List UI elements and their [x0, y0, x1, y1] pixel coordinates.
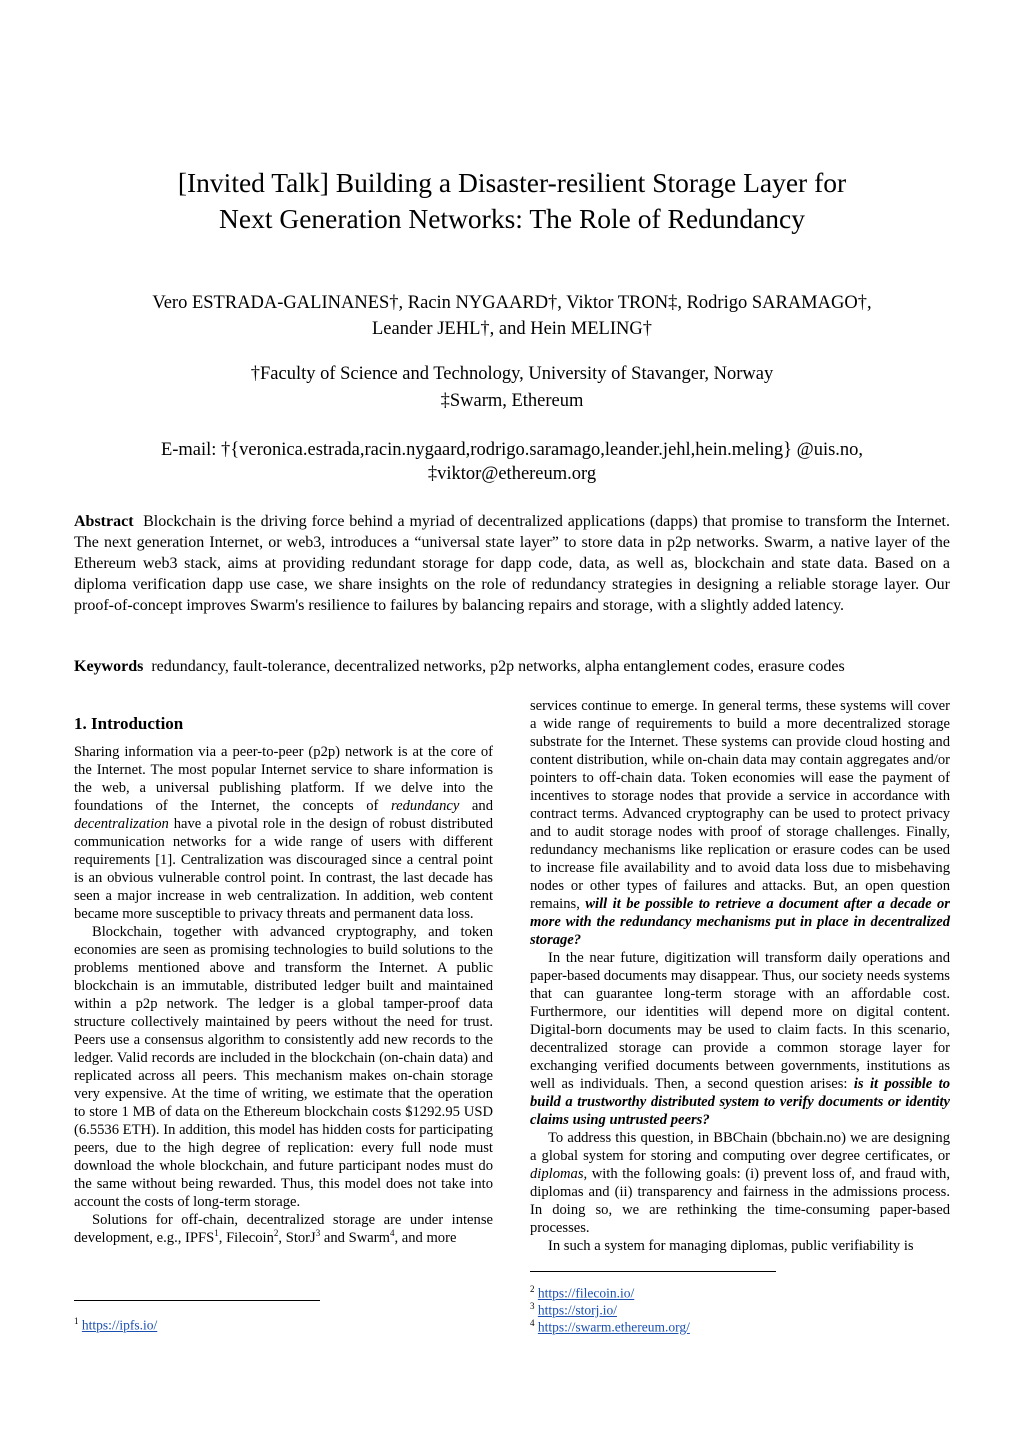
authors-line-2: Leander JEHL†, and Hein MELING†	[372, 319, 652, 339]
footnote-ref-4: 4	[389, 1228, 395, 1239]
authors-line-1: Vero ESTRADA-GALINANES†, Racin NYGAARD†, Viktor TRON‡, Rodrigo SARAMAGO†,	[152, 293, 872, 313]
affiliation-uis: †Faculty of Science and Technology, University of Stavanger, Norway	[250, 364, 774, 384]
paper-title	[60, 165, 964, 237]
author-list	[60, 290, 964, 342]
keywords	[74, 656, 950, 677]
footnote-ref-1: 1	[214, 1228, 219, 1239]
footnote-1: $^1$ https://ipfs.io/	[74, 1316, 158, 1333]
keywords-text: redundancy, fault-tolerance, decentralized networks, p2p networks, alpha entanglement codes, erasure codes	[151, 658, 845, 675]
footnote-link-filecoin[interactable]: https://filecoin.io/	[537, 1285, 635, 1301]
email-line-2: ‡viktor@ethereum.org	[427, 464, 597, 484]
abstract-text: Blockchain is the driving force behind a myriad of decentralized applications (dapps) that promise to transform the Internet. The next generation Internet, or web3, introduces a “universal state layer” to store data in p2p networks. Swarm, a native layer of the Ethereum web3 stack, aims at providing redundant storage for dapp code, data, as well as, blockchain and state data. Based on a diploma verification dapp use case, we share insights on the role of redundancy strategies in designing a reliable storage layer. Our proof-of-concept improves Swarm's resilience to failures by balancing repairs and storage, with a slightly added latency.	[74, 513, 951, 614]
footnote-link-swarm[interactable]: https://swarm.ethereum.org/	[537, 1319, 690, 1335]
section-heading-introduction: 1. Introduction	[74, 714, 184, 733]
right-paragraph-1: services continue to emerge. In general terms, these systems will cover a wide range of requirements to build a more decentralized storage substrate for the Internet. These systems can provide cloud hosting and content distribution, while on-chain data may contain aggregates and/or pointers to off-chain data. Token economies will ease the payment of incentives to storage nodes that provide a service in accordance with contract terms. Advanced cryptography can be used to protect privacy and to audit storage nodes with proof of storage challenges. Finally, redundancy mechanisms like replication or erasure codes can be used to increase file availability and to avoid data loss due to misbehaving nodes or other types of failures and attacks. But, an open question remains, will it be possible to retrieve a document after a decade or more with the redundancy mechanisms put in place in decentralized storage?	[530, 698, 950, 948]
left-column	[74, 743, 493, 1247]
affiliation-swarm: ‡Swarm, Ethereum	[440, 391, 584, 411]
contact-email	[60, 438, 964, 486]
footnote-divider-right	[530, 1271, 776, 1272]
research-question-1: will it be possible to retrieve a document after a decade or more with the redundancy mechanisms put in place in decentralized storage?	[530, 896, 950, 948]
title-line-2: Next Generation Networks: The Role of Redundancy	[219, 203, 805, 234]
abstract-label: Abstract	[74, 513, 134, 530]
footnote-link-storj[interactable]: https://storj.io/	[537, 1302, 618, 1318]
keywords-label: Keywords	[74, 658, 144, 675]
footnote-4: $^4$ https://swarm.ethereum.org/	[530, 1318, 690, 1335]
right-column	[530, 697, 950, 1255]
intro-paragraph-1: Sharing information via a peer-to-peer (p2p) network is at the core of the Internet. The most popular Internet service to share information is the web, a universal publishing platform. If we delve into the foundations of the Internet, the concepts of redundancy and decentralization have a pivotal role in the design of robust distributed communication networks for a wide range of users with different requirements [1]. Centralization was discouraged since a central point is an obvious vulnerable control point. In contrast, the last decade has seen a major increase in web centralization. In addition, web content became more susceptible to privacy threats and permanent data loss.	[74, 744, 493, 922]
footnote-ref-3: 3	[315, 1228, 321, 1239]
footnote-divider-left	[74, 1300, 320, 1301]
footnote-2: $^2$ https://filecoin.io/	[530, 1284, 635, 1301]
intro-paragraph-2: Blockchain, together with advanced cryptography, and token economies are seen as promising technologies to build solutions to the problems mentioned above and transform the Internet. A public blockchain is an immutable, distributed ledger built and maintained within a p2p network. The ledger is a global tamper-proof data structure collectively maintained by peers without the need for trust. Peers use a consensus algorithm to consistently add new records to the ledger. Valid records are included in the blockchain (on-chain data) and replicated across all peers. This mechanism makes on-chain storage very expensive. At the time of writing, we estimate that the operation to store 1 MB of data on the Ethereum blockchain costs $1292.95 USD (6.5536 ETH). In addition, this model has hidden costs for participating peers, due to the high degree of replication: every full node must download the whole blockchain, and future participant nodes must do the same without being rewarded. Thus, this model does not take into account the costs of long-term storage.	[74, 924, 493, 1210]
email-line-1: E-mail: †{veronica.estrada,racin.nygaard,rodrigo.saramago,leander.jehl,hein.meling} @uis.no,	[160, 440, 864, 460]
footnote-link-ipfs[interactable]: https://ipfs.io/	[81, 1317, 158, 1333]
intro-paragraph-3: Solutions for off-chain, decentralized storage are under intense development, e.g., IPFS$^1$, Filecoin$^2$, StorJ$^3$ and Swarm$^4$, and more	[74, 1212, 493, 1246]
right-paragraph-3: To address this question, in BBChain (bbchain.no) we are designing a global system for storing and computing over degree certificates, or diplomas, with the following goals: (i) prevent loss of, and fraud with, diplomas and (ii) transparency and fairness in the admissions process. In doing so, we are rethinking the time-consuming paper-based processes.	[530, 1130, 950, 1236]
research-question-2: is it possible to build a trustworthy distributed system to verify documents or identity claims using untrusted peers?	[530, 1076, 950, 1128]
title-line-1: [Invited Talk] Building a Disaster-resilient Storage Layer for	[177, 167, 847, 198]
right-paragraph-4: In such a system for managing diplomas, public verifiability is	[548, 1238, 914, 1254]
right-paragraph-2: In the near future, digitization will transform daily operations and paper-based documents may disappear. Thus, our society needs systems that can guarantee long-term storage with an affordable cost. Furthermore, our identities will depend more on digital content. Digital-born documents may be used to claim facts. In this scenario, decentralized storage can provide a common storage layer for exchanging verified documents between governments, institutions as well as individuals. Then, a second question arises: is it possible to build a trustworthy distributed system to verify documents or identity claims using untrusted peers?	[530, 950, 950, 1128]
footnote-3: $^3$ https://storj.io/	[530, 1301, 618, 1318]
footnote-ref-2: 2	[273, 1228, 279, 1239]
abstract	[74, 511, 950, 616]
